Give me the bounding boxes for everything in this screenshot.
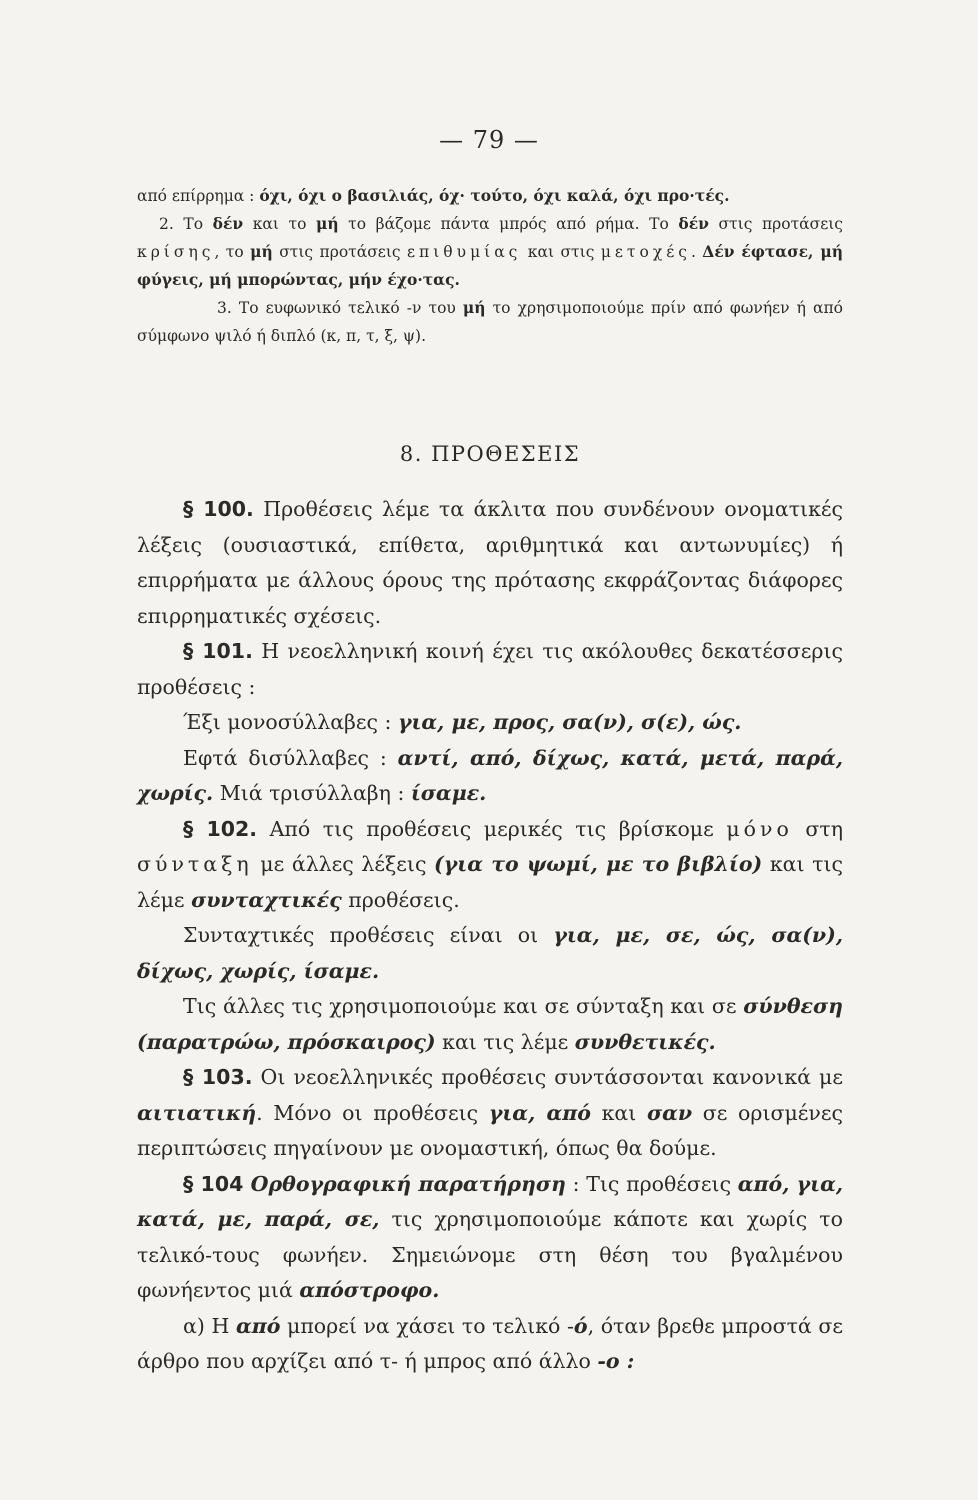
- spaced-term: μετοχές: [600, 243, 691, 261]
- text: Μιά τρισύλλαβη :: [213, 781, 411, 805]
- bold-term: μή: [315, 214, 339, 233]
- italic-term: από: [235, 1313, 281, 1338]
- italic-term: συνθετικές.: [574, 1029, 716, 1054]
- paragraph-100: [137, 492, 843, 634]
- text: το χρησιμοποιούμε πρίν από φωνήεν ή από σύμφωνο ψιλό ή διπλό (κ, π, τ, ξ, ψ).: [137, 299, 843, 345]
- section-number: § 102.: [183, 816, 258, 841]
- paragraph-103: [137, 1060, 843, 1167]
- text: 3. Το ευφωνικό τελικό -ν του: [217, 299, 463, 317]
- top-section: [137, 182, 843, 350]
- text: και τις λέμε: [137, 852, 843, 912]
- bold-term: μή: [462, 298, 486, 317]
- text: και στις: [521, 243, 601, 261]
- paragraph-adverb-negation: [137, 182, 843, 210]
- text: μπορεί να χάσει το τελικό -: [280, 1313, 574, 1338]
- text: Εφτά δισύλλαβες :: [183, 745, 398, 770]
- text: , το: [214, 243, 251, 261]
- page-number: — 79 —: [439, 126, 539, 154]
- spaced-term: επιθυμίας: [407, 243, 522, 261]
- paragraph-a: [137, 1309, 843, 1380]
- paragraph-101-disyllabic: [137, 741, 843, 812]
- italic-term: για, από: [488, 1100, 591, 1125]
- italic-term: -ο :: [597, 1349, 635, 1373]
- spaced-term: κρίσης: [137, 243, 215, 261]
- italic-example: (για το ψωμί, με το βιβλίο): [434, 852, 763, 876]
- text: το βάζομε πάντα μπρός από ρήμα. Το: [338, 215, 679, 233]
- text: από επίρρημα :: [137, 187, 260, 205]
- text: στη: [792, 816, 844, 841]
- text: Συνταχτικές προθέσεις είναι οι: [183, 923, 554, 947]
- text: Έξι μονοσύλλαβες :: [183, 710, 398, 734]
- text: . Μόνο οι προθέσεις: [256, 1100, 489, 1125]
- italic-term: απόστροφο.: [299, 1278, 440, 1302]
- text: Οι νεοελληνικές προθέσεις συντάσσονται κανονικά με: [252, 1065, 843, 1089]
- main-section: [137, 492, 843, 1380]
- text: τις χρησιμοποιούμε κάποτε και χωρίς το τελικό-τους φωνήεν. Σημειώνομε στη θέση του βγαλμένου φωνήεντος μιά: [137, 1207, 843, 1302]
- section-heading: 8. ΠΡΟΘΕΣΕΙΣ: [399, 442, 581, 466]
- text: στις προτάσεις: [708, 215, 843, 233]
- text: προθέσεις.: [341, 887, 460, 912]
- text: στις προτάσεις: [272, 243, 408, 261]
- section-heading-block: [137, 430, 843, 480]
- paragraph-102: [137, 812, 843, 919]
- text: 2. Το: [159, 215, 213, 233]
- paragraph-104: [137, 1167, 843, 1309]
- italic-list: για, με, σε, ώς, σα(ν), δίχως, χωρίς, ίσαμε.: [137, 923, 843, 983]
- italic-term: ό: [573, 1313, 588, 1338]
- text: Από τις προθέσεις μερικές τις βρίσκομε: [257, 816, 727, 841]
- section-number: § 103.: [183, 1065, 253, 1089]
- paragraph-den-mi: [137, 210, 843, 294]
- text: Η νεοελληνική κοινή έχει τις ακόλουθες δεκατέσσερις προθέσεις :: [137, 639, 843, 699]
- paragraph-102-syntactic: [137, 918, 843, 989]
- text: , όταν βρεθε μπροστά σε άρθρο που αρχίζει από τ- ή μπρος από άλλο: [137, 1313, 843, 1373]
- italic-list: από, για, κατά, με, παρά, σε,: [137, 1171, 844, 1231]
- text: α) Η: [183, 1313, 236, 1338]
- paragraph-euphonic-n: [137, 294, 843, 350]
- text: και το: [243, 215, 316, 233]
- italic-list: αντί, από, δίχως, κατά, μετά, παρά, χωρίς.: [137, 745, 844, 805]
- spaced-term: σύνταξη: [137, 852, 253, 876]
- text: με άλλες λέξεις: [252, 852, 435, 876]
- text: Τις άλλες τις χρησιμοποιούμε και σε σύνταξη και σε: [183, 994, 744, 1018]
- italic-term: συνταχτικές: [191, 887, 342, 912]
- text: Προθέσεις λέμε τα άκλιτα που συνδένουν ονοματικές λέξεις (ουσιαστικά, επίθετα, αριθμητικά και αντωνυμίες) ή επιρρήματα με άλλους όρους της πρότασης εκφράζοντας διάφορες επιρρηματικές σχέσεις.: [137, 497, 843, 628]
- text: : Τις προθέσεις: [565, 1171, 738, 1196]
- section-number: § 104: [183, 1171, 244, 1196]
- paragraph-101-monosyllabic: [137, 705, 843, 741]
- paragraph-101: [137, 634, 843, 705]
- text: .: [690, 243, 703, 261]
- italic-list: ίσαμε.: [410, 781, 487, 805]
- italic-term: αιτιατική: [137, 1100, 257, 1125]
- italic-list: για, με, προς, σα(ν), σ(ε), ώς.: [397, 710, 742, 734]
- text: σε ορισμένες περιπτώσεις πηγαίνουν με ονομαστική, όπως θα δούμε.: [137, 1100, 843, 1160]
- italic-example: σύνθεση (παρατρώω, πρόσκαιρος): [137, 994, 843, 1054]
- spaced-term: μόνο: [726, 816, 793, 841]
- section-number: § 101.: [183, 639, 253, 663]
- paragraph-102-compound: [137, 989, 843, 1060]
- bold-example: όχι, όχι ο βασιλιάς, όχ· τούτο, όχι καλά, όχι προ·τές.: [259, 186, 730, 205]
- italic-title: Ορθογραφική παρατήρηση: [243, 1171, 566, 1196]
- bold-term: μή: [250, 242, 273, 261]
- bold-term: δέν: [678, 214, 709, 233]
- section-number: § 100.: [183, 497, 254, 521]
- bold-example: Δέν έφτασε, μή φύγεις, μή μπορώντας, μήν έχο·τας.: [137, 242, 843, 289]
- italic-term: σαν: [646, 1100, 693, 1125]
- text: και τις λέμε: [435, 1029, 575, 1054]
- bold-term: δέν: [212, 214, 244, 233]
- text: και: [590, 1100, 647, 1125]
